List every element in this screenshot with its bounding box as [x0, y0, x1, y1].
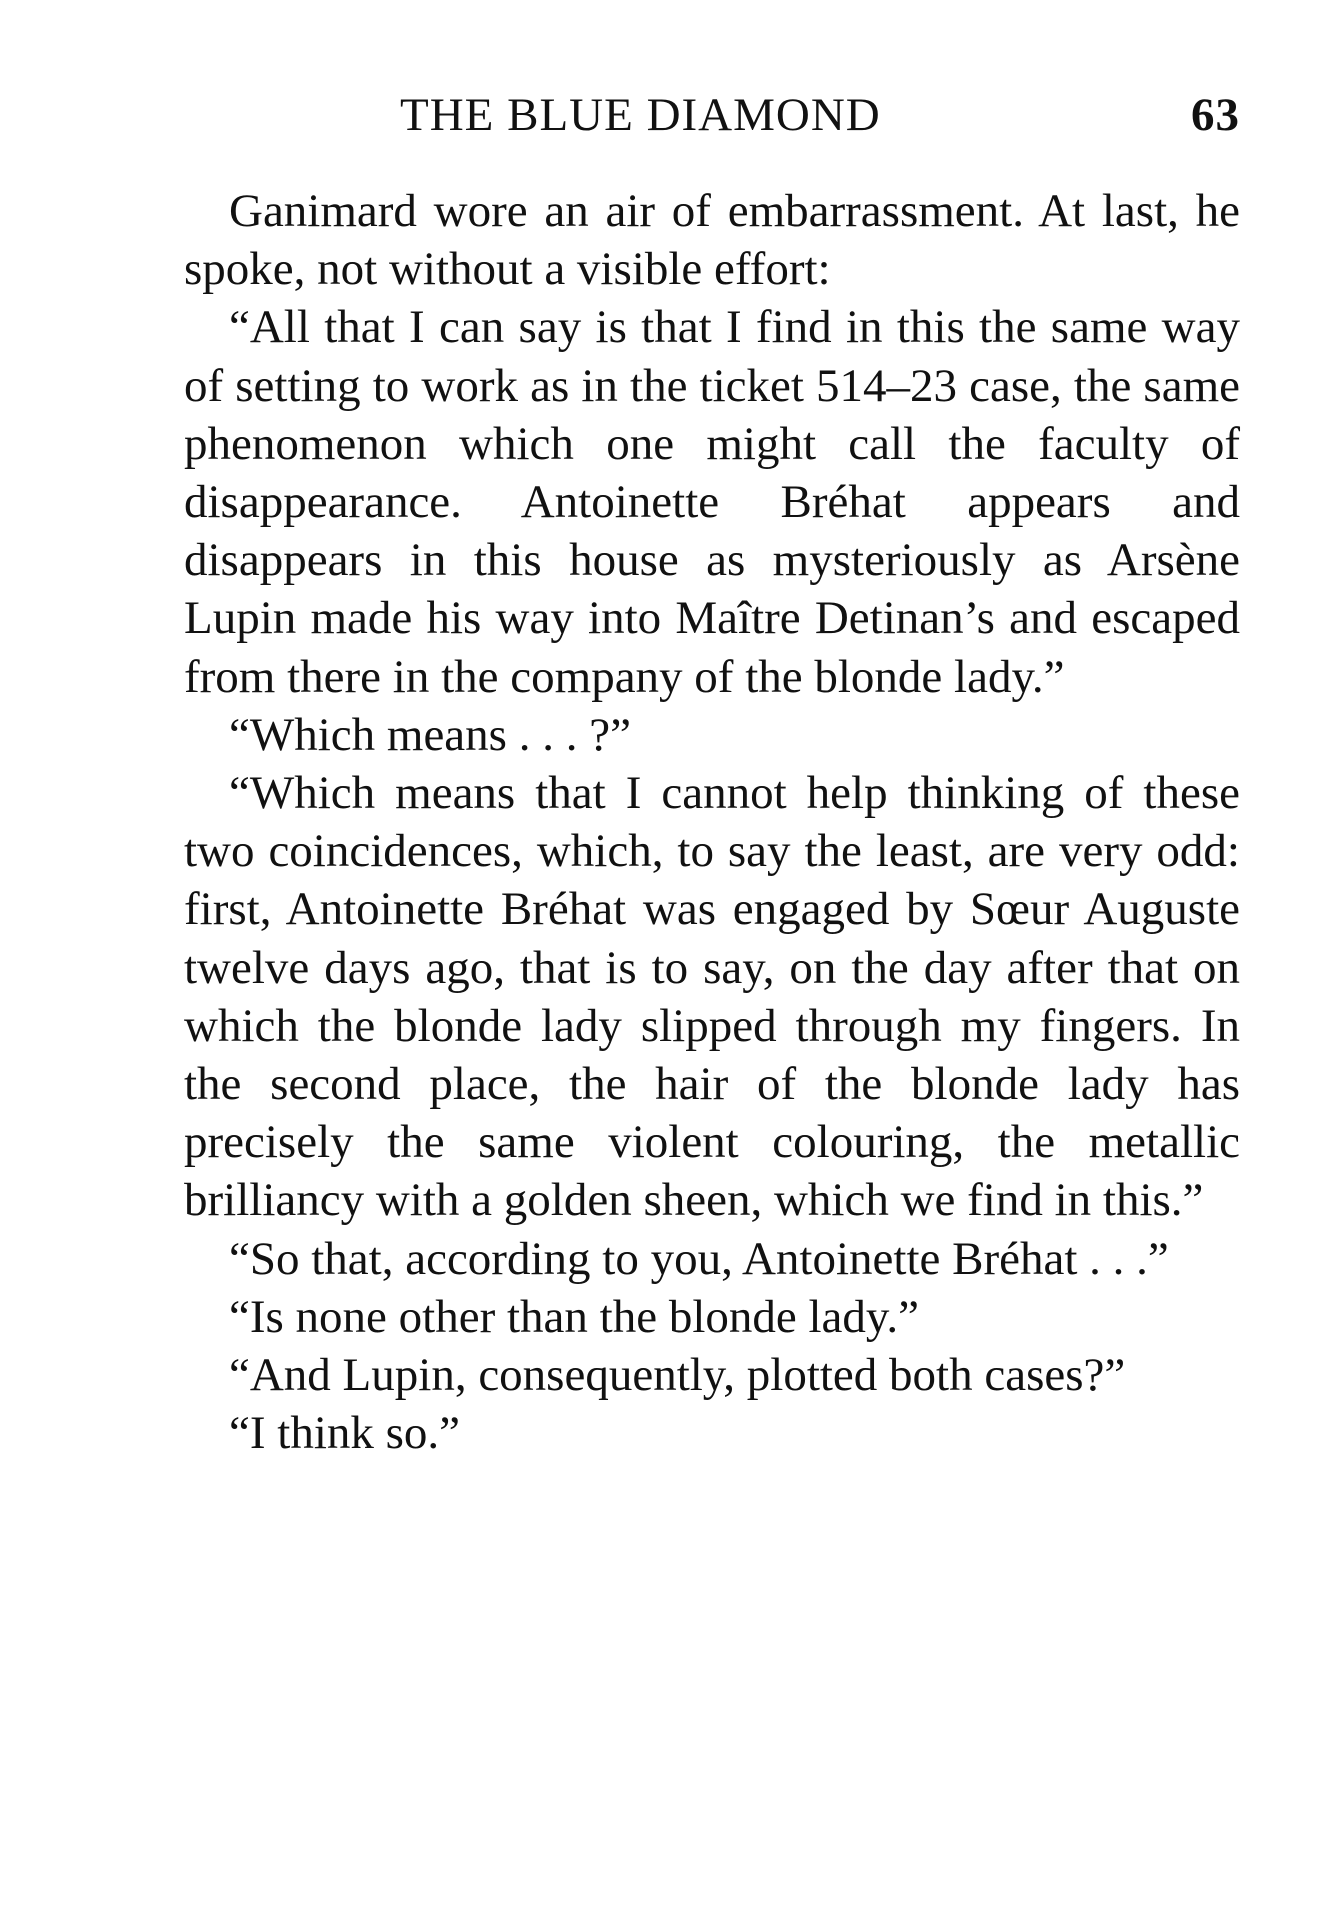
paragraph: “And Lupin, consequently, plotted both cases?” — [229, 1349, 1126, 1402]
paragraph: “Which means that I cannot help thinking of these two coincidences, which, to say the least, are very odd: first, Antoinette Bréhat was engaged by Sœur Auguste twelve days ago, that is to say, on the day after that on which the blonde lady slipped through my fingers. In the second place, the hair of the blonde lady has precisely the same violent colouring, the metallic brilliancy with a golden sheen, which we find in this.” — [184, 767, 1240, 1227]
page-number: 63 — [1191, 89, 1240, 141]
paragraph: “Is none other than the blonde lady.” — [229, 1290, 919, 1343]
running-header — [184, 82, 1240, 148]
paragraph: “Which means . . . ?” — [229, 708, 631, 761]
paragraph: “All that I can say is that I find in this the same way of setting to work as in the ticket 514–23 case, the same phenomenon which one might call the faculty of disappearance. Antoinette Bréhat appears and disappears in this house as mysteriously as Arsène Lupin made his way into Maître Detinan’s and escaped from there in the company of the blonde lady.” — [184, 301, 1240, 703]
running-title: THE BLUE DIAMOND — [400, 89, 881, 141]
paragraph: Ganimard wore an air of embarrassment. At last, he spoke, not without a visible effort: — [184, 185, 1240, 296]
body-text — [184, 182, 1240, 1462]
paragraph: “I think so.” — [229, 1407, 461, 1460]
paragraph: “So that, according to you, Antoinette Bréhat . . .” — [229, 1232, 1169, 1285]
